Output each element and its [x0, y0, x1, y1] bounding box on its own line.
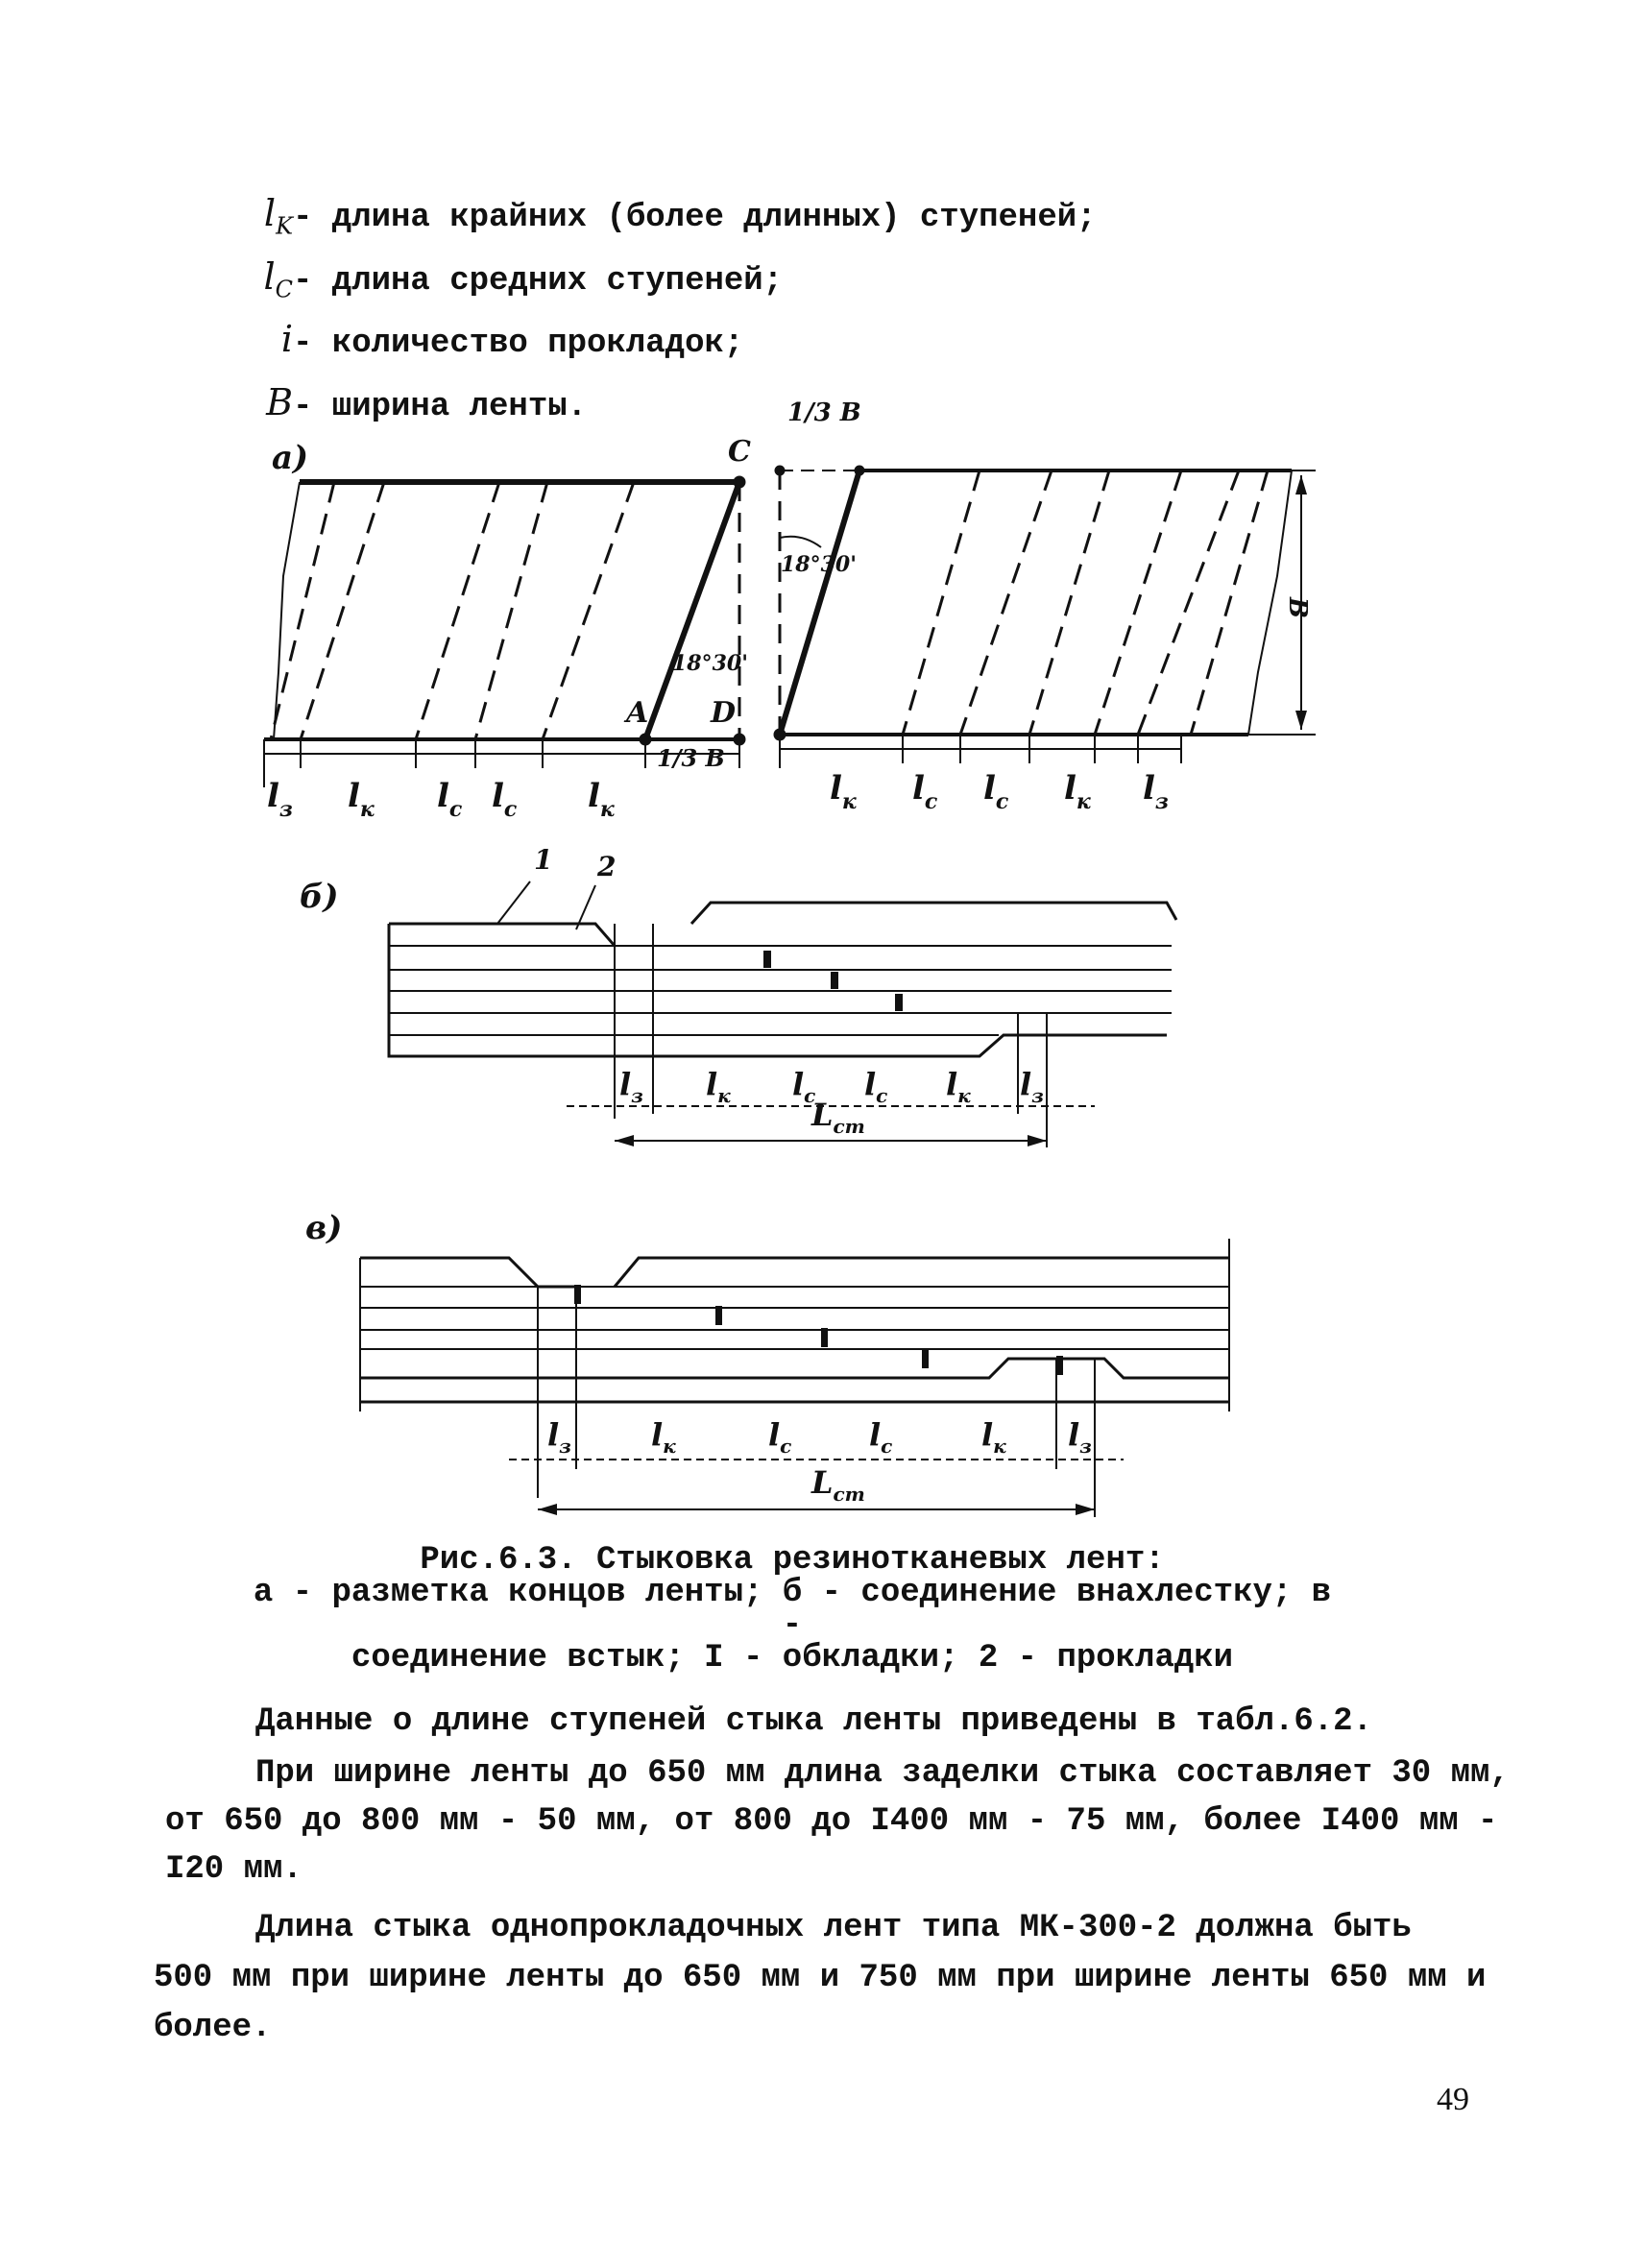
- definition-symbol: $l_C$: [263, 254, 293, 303]
- definition-symbol: i: [280, 318, 293, 361]
- figure-a-label: а): [272, 439, 309, 477]
- dim-label-lc: $l_с$: [492, 777, 518, 822]
- dim-label-lk: $l_к$: [348, 777, 375, 822]
- dim-label-lc: $l_с$: [983, 769, 1009, 814]
- point-d-label: D: [711, 696, 737, 730]
- dim-label-lk: $l_к$: [588, 777, 615, 822]
- definition-text: - ширина ленты.: [293, 388, 588, 425]
- paragraph-line: Данные о длине ступеней стыка ленты приведены в табл.6.2.: [255, 1703, 1372, 1740]
- dim-label-lk: $l_к$: [651, 1416, 676, 1458]
- dim-label-l3: $l_з$: [267, 777, 293, 822]
- dim-label-l3: $l_з$: [1143, 769, 1169, 814]
- third-b-bottom-label: 1/3 B: [657, 744, 725, 772]
- figure-v-dimension-labels: [547, 1416, 1092, 1506]
- angle-label-right: 18°30': [672, 651, 748, 676]
- figure-a-left: [264, 435, 751, 822]
- point-a-label: A: [626, 696, 649, 730]
- total-length-label: $L_{cm}$: [811, 1464, 865, 1506]
- total-length-label: $L_{cm}$: [811, 1097, 865, 1138]
- dim-label-l3: $l_з$: [547, 1416, 571, 1458]
- figure-b-label: б): [300, 878, 339, 916]
- dim-label-lk: $l_к$: [706, 1066, 731, 1107]
- caption-line-2: а - разметка концов ленты; б - соединение внахлестку; в -: [253, 1575, 1332, 1644]
- dim-label-lc: $l_с$: [437, 777, 463, 822]
- figure-b-lap-joint: [300, 844, 1176, 1147]
- figure-v-label: в): [305, 1209, 343, 1247]
- paragraph-line: Длина стыка однопрокладочных лент типа МК-300-2 должна быть: [255, 1910, 1412, 1946]
- paragraph-line: 500 мм при ширине ленты до 650 мм и 750 мм при ширине ленты 650 мм и: [154, 1960, 1487, 1996]
- dim-label-l3: $l_з$: [619, 1066, 643, 1107]
- dim-label-lc: $l_с$: [864, 1066, 888, 1107]
- dim-label-lk: $l_к$: [981, 1416, 1006, 1458]
- angle-label-left: 18°30': [781, 552, 857, 577]
- paragraph-line: от 650 до 800 мм - 50 мм, от 800 до I400 мм - 75 мм, более I400 мм -: [165, 1803, 1498, 1840]
- width-b-label: B: [1283, 597, 1312, 618]
- caption-line-3: соединение встык; I - обкладки; 2 - прокладки: [351, 1640, 1234, 1677]
- definition-symbol: $l_K$: [263, 192, 293, 240]
- callout-2: 2: [597, 851, 617, 882]
- page-number: 49: [1437, 2082, 1469, 2117]
- paragraph-line: более.: [154, 2010, 272, 2046]
- definition-symbol: B: [266, 380, 293, 423]
- point-c-label: C: [728, 435, 751, 469]
- dim-label-lc: $l_с$: [912, 769, 938, 814]
- dim-label-l3: $l_з$: [1020, 1066, 1044, 1107]
- dim-label-l3: $l_з$: [1068, 1416, 1092, 1458]
- figure-a-right: [775, 398, 1316, 814]
- dim-label-lc: $l_с$: [869, 1416, 893, 1458]
- paragraph-line: При ширине ленты до 650 мм длина заделки стыка составляет 30 мм,: [255, 1755, 1510, 1792]
- definition-text: - количество прокладок;: [293, 326, 744, 363]
- right-dimension-labels: [830, 769, 1169, 814]
- caption-line-1: Рис.6.3. Стыковка резинотканевых лент:: [420, 1542, 1165, 1579]
- dim-label-lk: $l_к$: [946, 1066, 971, 1107]
- dim-label-lk: $l_к$: [830, 769, 857, 814]
- dim-label-lc: $l_с$: [768, 1416, 792, 1458]
- figure-b-dimension-labels: [619, 1066, 1044, 1138]
- paragraph-line: I20 мм.: [165, 1851, 302, 1888]
- third-b-top-label: 1/3 B: [787, 398, 861, 427]
- figure-caption: [240, 1544, 1344, 1675]
- left-dimension-labels: [267, 777, 615, 822]
- figure-v-butt-joint: [305, 1209, 1229, 1517]
- dim-label-lk: $l_к$: [1064, 769, 1091, 814]
- definition-text: - длина крайних (более длинных) ступеней;: [293, 200, 1097, 236]
- callout-1: 1: [534, 844, 553, 876]
- dim-label-lc: $l_с$: [792, 1066, 816, 1107]
- definition-text: - длина средних ступеней;: [293, 262, 784, 300]
